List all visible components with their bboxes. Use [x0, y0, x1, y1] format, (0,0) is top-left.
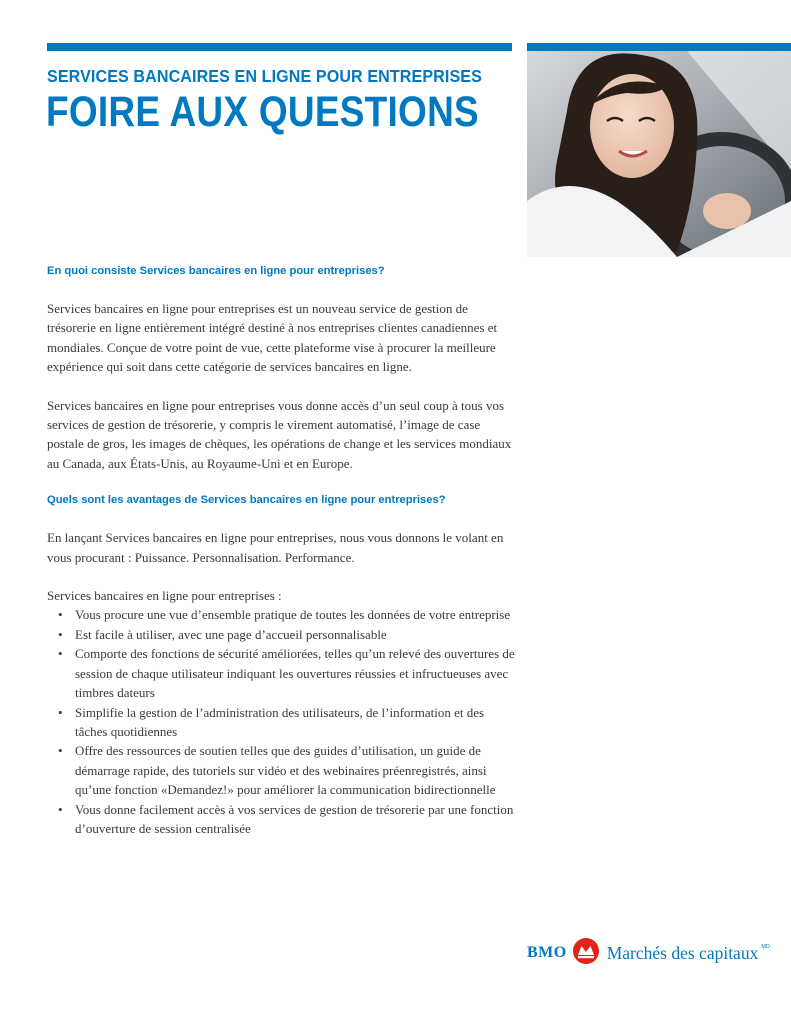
- list-item: • Simplifie la gestion de l’administration des utilisateurs, de l’information et des tâches quotidiennes: [58, 704, 485, 739]
- faq-answer-1-paragraph-2: Services bancaires en ligne pour entreprises vous donne accès d’un seul coup à tous vos services de gestion de trésorerie, y compris le virement automatisé, l’image de case postale de gros, les images de chèques, les opérations de change et les services mondiaux au Canada, aux États-Unis, au Royaume-Uni et en Europe.: [47, 397, 512, 471]
- faq-answer-2-intro: Services bancaires en ligne pour entreprises :: [47, 588, 282, 604]
- photo-rule: [527, 43, 791, 51]
- document-title: FOIRE AUX QUESTIONS: [46, 88, 479, 136]
- bullet-icon: •: [58, 607, 63, 623]
- bullet-icon: •: [58, 646, 63, 662]
- list-item: • Vous donne facilement accès à vos services de gestion de trésorerie par une fonction d’ouverture de session centralisée: [58, 801, 514, 836]
- advantages-list: [47, 605, 517, 838]
- list-item: • Offre des ressources de soutien telles que des guides d’utilisation, un guide de démarrage rapide, des tutoriels sur vidéo et des webinaires préenregistrés, ainsi qu’une fonction «Demandez!» pour améliorer la communication bidirectionnelle: [58, 743, 496, 798]
- woman-driving-photo: [527, 51, 791, 257]
- bmo-roundel-icon: [573, 938, 599, 969]
- bullet-icon: •: [58, 626, 63, 642]
- logo-trademark: MD: [761, 944, 770, 950]
- faq-answer-2-paragraph-1: En lançant Services bancaires en ligne pour entreprises, nous vous donnons le volant en vous procurant : Puissance. Personnalisation. Performance.: [47, 530, 504, 565]
- list-item: • Est facile à utiliser, avec une page d’accueil personnalisable: [47, 625, 517, 644]
- faq-content: [47, 263, 517, 838]
- logo-bank-name: BMO: [527, 944, 567, 961]
- bullet-icon: •: [58, 801, 63, 817]
- faq-question-1: En quoi consiste Services bancaires en ligne pour entreprises?: [47, 265, 385, 277]
- bullet-icon: •: [58, 704, 63, 720]
- list-item: • Comporte des fonctions de sécurité améliorées, telles qu’un relevé des ouvertures de session de chaque utilisateur indiquant les ouvertures réussies et infructueuses avec timbres dateurs: [58, 646, 515, 701]
- faq-answer-1-paragraph-1: Services bancaires en ligne pour entreprises est un nouveau service de gestion de trésorerie en ligne entièrement intégré destiné à nos entreprises clientes canadiennes et mondiales. Conçue de votre point de vue, cette plateforme vise à procurer la meilleure expérience qui soit dans cette catégorie de services bancaires en ligne.: [47, 301, 498, 375]
- document-subtitle: SERVICES BANCAIRES EN LIGNE POUR ENTREPRISES: [47, 66, 482, 86]
- logo-division-name: Marchés des capitaux: [606, 942, 759, 963]
- bmo-logo: [527, 938, 770, 968]
- faq-question-2: Quels sont les avantages de Services bancaires en ligne pour entreprises?: [47, 494, 446, 507]
- bullet-icon: •: [58, 743, 63, 759]
- list-item: • Vous procure une vue d’ensemble pratique de toutes les données de votre entreprise: [47, 605, 517, 624]
- header-rule: [47, 43, 512, 51]
